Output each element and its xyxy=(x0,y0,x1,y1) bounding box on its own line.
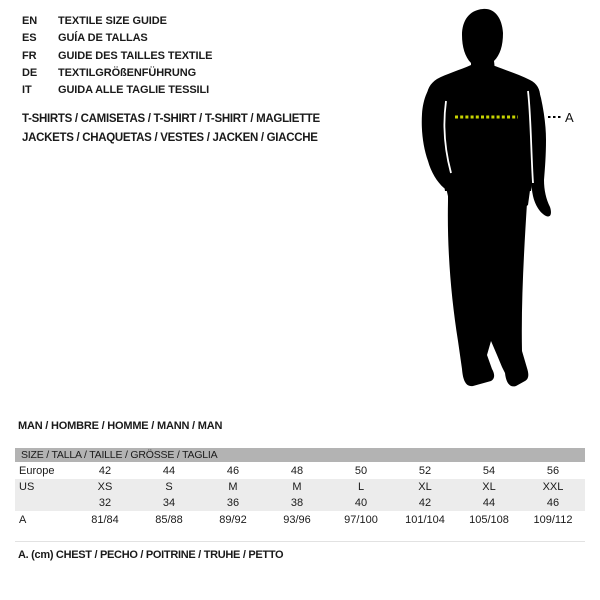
table-cell: 50 xyxy=(354,464,368,477)
table-cell: 85/88 xyxy=(155,514,183,526)
table-cell: 42 xyxy=(418,497,432,509)
table-cell: 46 xyxy=(546,497,560,509)
table-cell: 32 xyxy=(98,497,112,509)
table-cell: S xyxy=(165,481,173,493)
row-label: A xyxy=(19,514,27,526)
table-cell: 38 xyxy=(290,497,304,509)
measurement-footnote: A. (cm) CHEST / PECHO / POITRINE / TRUHE / PETTO xyxy=(18,549,284,561)
language-code: IT xyxy=(22,84,32,96)
table-cell: XXL xyxy=(542,481,564,493)
table-cell: 44 xyxy=(482,497,496,509)
table-cell: 54 xyxy=(482,464,496,477)
language-label: TEXTILE SIZE GUIDE xyxy=(58,15,167,27)
table-cell: 81/84 xyxy=(91,514,119,526)
table-cell: 56 xyxy=(546,464,560,477)
table-cell: 34 xyxy=(162,497,176,509)
category-jackets: JACKETS / CHAQUETAS / VESTES / JACKEN / GIACCHE xyxy=(22,131,318,144)
table-cell: 52 xyxy=(418,464,432,477)
table-row-chest-a xyxy=(15,511,585,529)
language-label: TEXTILGRÖßENFÜHRUNG xyxy=(58,66,197,79)
size-table-header: SIZE / TALLA / TAILLE / GRÖSSE / TAGLIA xyxy=(15,448,585,462)
table-cell: 105/108 xyxy=(469,514,509,526)
table-row-us xyxy=(15,479,585,495)
table-cell: XL xyxy=(482,481,496,493)
category-lines xyxy=(22,110,320,147)
table-cell: 46 xyxy=(226,464,240,477)
table-cell: 101/104 xyxy=(405,514,445,526)
language-label: GUIDA ALLE TAGLIE TESSILI xyxy=(58,84,210,96)
table-cell: 93/96 xyxy=(283,514,311,526)
table-cell: 89/92 xyxy=(219,514,247,526)
measurement-a-label: A xyxy=(565,110,574,125)
table-cell: 48 xyxy=(290,464,304,477)
table-cell: 40 xyxy=(354,497,368,509)
table-cell: 42 xyxy=(98,464,112,477)
language-code: ES xyxy=(22,32,37,45)
language-code: EN xyxy=(22,15,38,27)
man-silhouette-figure xyxy=(398,5,578,400)
table-row-europe xyxy=(15,462,585,479)
table-cell: 36 xyxy=(226,497,240,509)
section-title-man: MAN / HOMBRE / HOMME / MANN / MAN xyxy=(18,420,223,432)
table-cell: XS xyxy=(97,481,113,493)
language-code: DE xyxy=(22,66,38,79)
category-tshirts: T-SHIRTS / CAMISETAS / T-SHIRT / T-SHIRT / MAGLIETTE xyxy=(22,113,320,125)
row-label: US xyxy=(19,481,35,493)
row-label: Europe xyxy=(19,464,55,477)
table-cell: XL xyxy=(418,481,432,493)
table-cell: M xyxy=(228,481,238,493)
table-cell: 97/100 xyxy=(344,514,378,526)
language-label: GUÍA DE TALLAS xyxy=(58,32,148,45)
table-row-alt-sizes xyxy=(15,495,585,511)
table-cell: 44 xyxy=(162,464,176,477)
man-silhouette xyxy=(422,9,551,387)
table-cell: L xyxy=(357,481,365,493)
size-table xyxy=(15,448,585,529)
language-list xyxy=(22,13,212,99)
language-code: FR xyxy=(22,49,37,62)
language-label: GUIDE DES TAILLES TEXTILE xyxy=(58,49,213,62)
table-bottom-rule xyxy=(15,541,585,542)
table-cell: 109/112 xyxy=(533,514,573,526)
table-cell: M xyxy=(292,481,302,493)
